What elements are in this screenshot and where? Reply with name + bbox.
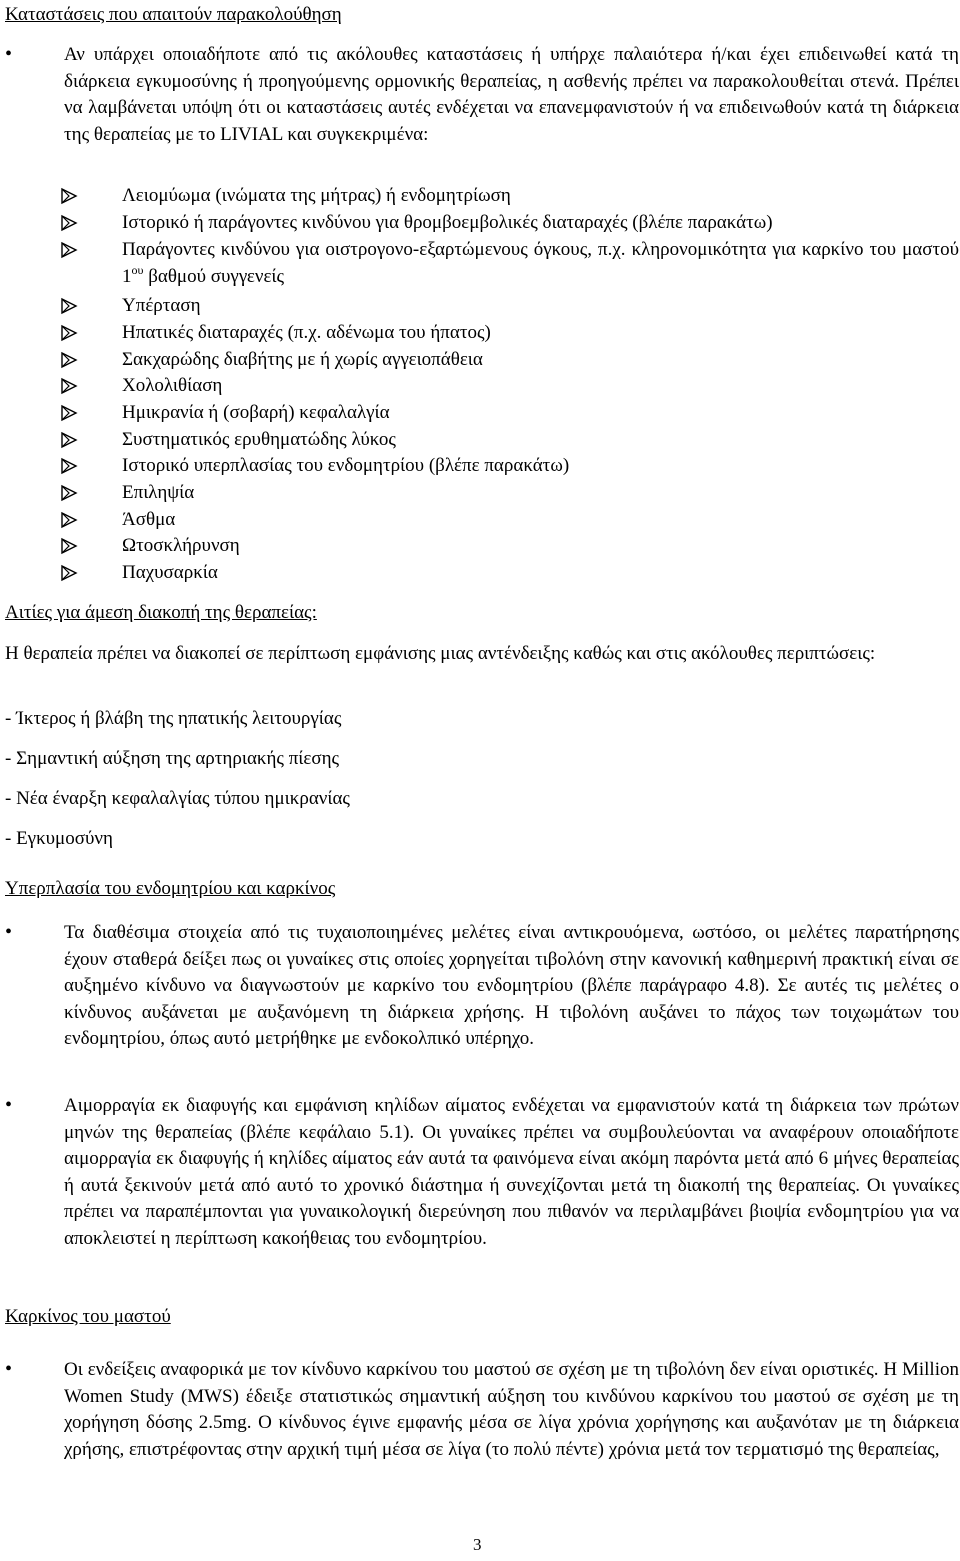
condition-list-item-text: Παράγοντες κινδύνου για οιστρογονο-εξαρτώμενους όγκους, π.χ. κληρονομικότητα για καρκίνο του μαστού 1 xyxy=(122,239,959,287)
condition-list-item: Παχυσαρκία xyxy=(122,562,218,583)
condition-list-item: Υπέρταση xyxy=(122,295,201,316)
bullet-dot-icon: • xyxy=(5,1094,13,1116)
discontinuation-item: - Ίκτερος ή βλάβη της ηπατικής λειτουργίας xyxy=(5,708,342,729)
section-heading-hyperplasia: Υπερπλασία του ενδομητρίου και καρκίνος xyxy=(5,878,336,899)
bullet-dot-icon: • xyxy=(5,1358,13,1380)
discontinuation-intro: Η θεραπεία πρέπει να διακοπεί σε περίπτωση εμφάνισης μιας αντένδειξης καθώς και στις ακόλουθες περιπτώσεις: xyxy=(5,643,876,664)
condition-list-item-tail: βαθμού συγγενείς xyxy=(143,265,285,287)
section-heading-breast-cancer: Καρκίνος του μαστού xyxy=(5,1306,171,1327)
discontinuation-item: - Νέα έναρξη κεφαλαλγίας τύπου ημικρανίας xyxy=(5,788,350,809)
arrow-bullet-icon xyxy=(60,324,86,342)
condition-list-item: Ηπατικές διαταραχές (π.χ. αδένωμα του ήπατος) xyxy=(122,322,491,343)
condition-list-item: Επιληψία xyxy=(122,482,195,503)
arrow-bullet-icon xyxy=(60,214,86,232)
condition-list-item: Ιστορικό ή παράγοντες κινδύνου για θρομβοεμβολικές διαταραχές (βλέπε παρακάτω) xyxy=(122,212,773,233)
condition-list-item: Χολολιθίαση xyxy=(122,375,223,396)
arrow-bullet-icon xyxy=(60,297,86,315)
arrow-bullet-icon xyxy=(60,484,86,502)
discontinuation-item: - Σημαντική αύξηση της αρτηριακής πίεσης xyxy=(5,748,340,769)
arrow-bullet-icon xyxy=(60,241,86,259)
condition-list-item: Ημικρανία ή (σοβαρή) κεφαλαλγία xyxy=(122,402,390,423)
condition-list-item: Ωτοσκλήρυνση xyxy=(122,535,240,556)
section-heading-monitoring: Καταστάσεις που απαιτούν παρακολούθηση xyxy=(5,4,342,25)
arrow-bullet-icon xyxy=(60,511,86,529)
arrow-bullet-icon xyxy=(60,404,86,422)
arrow-bullet-icon xyxy=(60,431,86,449)
arrow-bullet-icon xyxy=(60,457,86,475)
condition-list-item: Σακχαρώδης διαβήτης με ή χωρίς αγγειοπάθεια xyxy=(122,349,483,370)
monitoring-intro-paragraph: Αν υπάρχει οποιαδήποτε από τις ακόλουθες καταστάσεις ή υπήρχε παλαιότερα ή/και έχει επιδεινωθεί κατά τη διάρκεια εγκυμοσύνης ή προηγούμενης ορμονικής θεραπείας, η ασθενής πρέπει να παρακολουθείται στενά. Πρέπει να λαμβάνεται υπόψη ότι οι καταστάσεις αυτές ενδέχεται να επανεμφανιστούν ή να επιδεινωθούν κατά τη διάρκεια της θεραπείας με το LIVIAL και συγκεκριμένα: xyxy=(64,44,959,145)
arrow-bullet-icon xyxy=(60,187,86,205)
page-number: 3 xyxy=(473,1535,482,1554)
hyperplasia-paragraph-1: Τα διαθέσιμα στοιχεία από τις τυχαιοποιημένες μελέτες είναι αντικρουόμενα, ωστόσο, οι μελέτες παρατήρησης έχουν σταθερά δείξει πως οι γυναίκες στις οποίες χορηγείται τιβολόνη στην κανονική καθημερινή πρακτική είναι σε αυξημένο κίνδυνο να διαγνωστούν με καρκίνο του ενδομητρίου (βλέπε παράγραφο 4.8). Σε αυτές τις μελέτες ο κίνδυνος αυξάνεται με αυξανόμενη τη διάρκεια χρήσης. Η τιβολόνη αυξάνει το πάχος των τοιχωμάτων του ενδομητρίου, όπως αυτό μετρήθηκε με ενδοκολπικό υπέρηχο. xyxy=(64,922,959,1049)
superscript-ordinal: ου xyxy=(131,262,144,277)
condition-list-item: Άσθμα xyxy=(122,509,176,530)
arrow-bullet-icon xyxy=(60,377,86,395)
condition-list-item xyxy=(122,237,959,290)
condition-list-item: Λειομύωμα (ινώματα της μήτρας) ή ενδομητρίωση xyxy=(122,185,511,206)
discontinuation-item: - Εγκυμοσύνη xyxy=(5,828,113,849)
condition-list-item: Ιστορικό υπερπλασίας του ενδομητρίου (βλέπε παρακάτω) xyxy=(122,455,570,476)
condition-list-item: Συστηματικός ερυθηματώδης λύκος xyxy=(122,429,396,450)
section-heading-discontinuation: Αιτίες για άμεση διακοπή της θεραπείας: xyxy=(5,602,317,623)
arrow-bullet-icon xyxy=(60,564,86,582)
bullet-dot-icon: • xyxy=(5,921,13,943)
arrow-bullet-icon xyxy=(60,537,86,555)
breast-cancer-paragraph: Οι ενδείξεις αναφορικά με τον κίνδυνο καρκίνου του μαστού σε σχέση με τη τιβολόνη δεν είναι οριστικές. Η Million Women Study (MWS) έδειξε στατιστικώς σημαντική αύξηση του κινδύνου καρκίνου του μαστού σε σχέση με τη χορήγηση δόσης 2.5mg. Ο κίνδυνος έγινε εμφανής μέσα σε λίγα χρόνια χορήγησης και αυξανόταν με τη διάρκεια χρήσης, επιστρέφοντας στην αρχική τιμή μέσα σε λίγα (το πολύ πέντε) χρόνια μετά τον τερματισμό της θεραπείας, xyxy=(64,1359,959,1460)
bullet-dot-icon: • xyxy=(5,43,13,65)
hyperplasia-paragraph-2: Αιμορραγία εκ διαφυγής και εμφάνιση κηλίδων αίματος ενδέχεται να εμφανιστούν κατά τη διάρκεια των πρώτων μηνών της θεραπείας (βλέπε κεφάλαιο 5.1). Οι γυναίκες πρέπει να συμβουλεύονται να αναφέρουν οποιαδήποτε αιμορραγία εκ διαφυγής ή κηλίδες αίματος εάν αυτά τα φαινόμενα είναι ακόμη παρόντα μετά από 6 μήνες θεραπείας ή αυτά ξεκινούν μετά από αυτό το χρονικό διάστημα ή συνεχίζονται μετά τη διακοπή της θεραπείας. Οι γυναίκες πρέπει να παραπέμπονται για γυναικολογική διερεύνηση που πιθανόν να περιλαμβάνει βιοψία ενδομητρίου για να αποκλειστεί η περίπτωση κακοήθειας του ενδομητρίου. xyxy=(64,1095,959,1249)
arrow-bullet-icon xyxy=(60,351,86,369)
